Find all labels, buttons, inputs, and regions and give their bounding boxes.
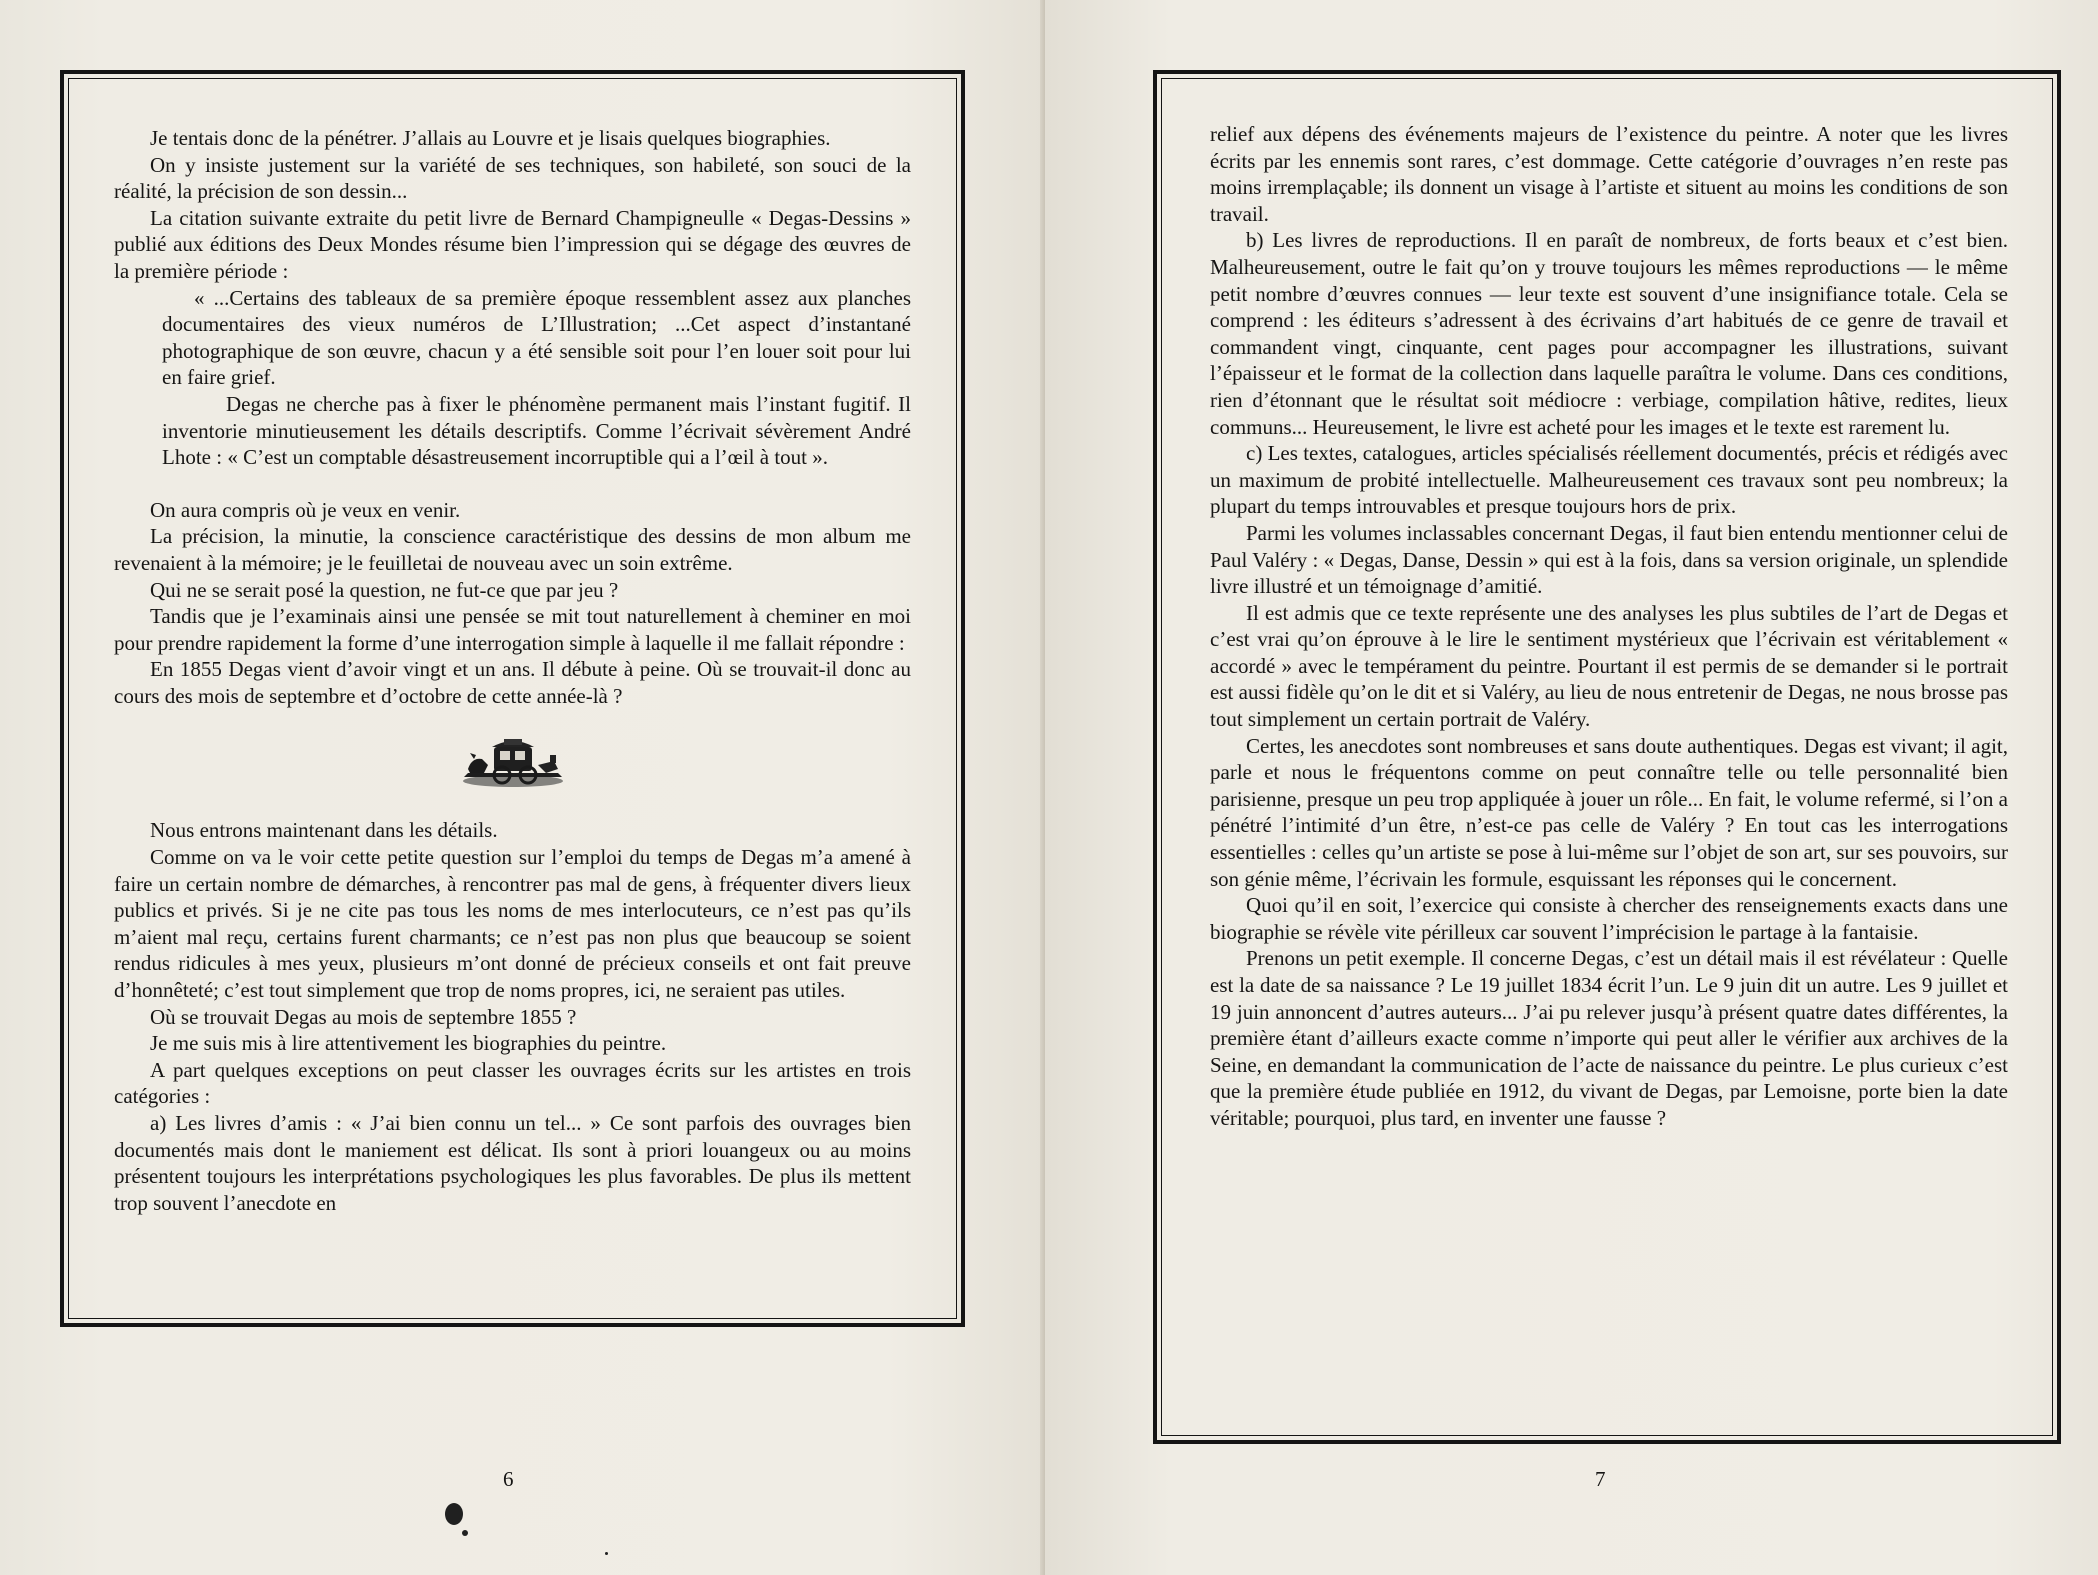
left-page-text: [114, 125, 911, 1216]
paragraph: Quoi qu’il en soit, l’exercice qui consiste à chercher des renseignements exacts dans une biographie se révèle vite périlleux car souvent l’imprécision le partage à la fantaisie.: [1210, 893, 2008, 944]
paragraph: Certes, les anecdotes sont nombreuses et sans doute authentiques. Degas est vivant; il agit, parle et nous le fréquentons comme on peut connaître telle ou telle personnalité bien parisienne, presque un peu trop appliquée à jouer un rôle... En fait, le volume refermé, si l’on a pénétré l’intimité d’un être, n’est-ce pas celle de Valéry ? En tout cas les interrogations essentielles : celles qu’un artiste se pose à lui-même sur l’objet de son art, sur ses pouvoirs, sur son génie même, l’écrivain les formule, esquissant les réponses qui le concernent.: [1210, 733, 2008, 891]
paragraph: Nous entrons maintenant dans les détails.: [150, 818, 498, 843]
right-page: [1045, 0, 2098, 1575]
page-number: 7: [1595, 1467, 1606, 1491]
quotation: « ...Certains des tableaux de sa première époque ressemblent assez aux planches documentaires des vieux numéros de L’Illustration; ...Cet aspect d’instantané photographique de son œuvre, chacun y a été sensible soit pour l’en louer soit pour lui en faire grief.: [162, 285, 911, 390]
paragraph: Il est admis que ce texte représente une des analyses les plus subtiles de l’art de Degas et c’est vrai qu’on éprouve à le lire le sentiment mystérieux que l’écrivain est véritablement « accordé » avec le tempérament du peintre. Pourtant il est permis de se demander si le portrait est aussi fidèle qu’on le dit et si Valéry, au lieu de nous entretenir de Degas, ne nous brosse pas tout simplement un certain portrait de Valéry.: [1210, 600, 2008, 732]
paragraph: Prenons un petit exemple. Il concerne Degas, c’est un détail mais il est révélateur : Quelle est la date de sa naissance ? Le 19 juillet 1834 écrit l’un. Le 9 juin dit un autre. Les 9 juillet et 19 juin annoncent d’autres auteurs... J’ai pu relever jusqu’à présent quatre dates différentes, la première étant d’ailleurs exacte comme n’importe qui peut aller le vérifier aux archives de la Seine, en demandant la communication de l’acte de naissance du peintre. Le plus curieux c’est que la première étude publiée en 1912, du vivant de Degas, par Lemoisne, porte bien la date véritable; pourquoi, plus tard, en inventer une fausse ?: [1210, 946, 2008, 1130]
right-page-inner-border: [1161, 78, 2053, 1436]
paragraph: Où se trouvait Degas au mois de septembre 1855 ?: [150, 1004, 577, 1029]
paragraph: c) Les textes, catalogues, articles spécialisés réellement documentés, précis et rédigés avec un maximum de probité intellectuelle. Malheureusement ces travaux sont peu nombreux; la plupart du temps introuvables et presque toujours hors de prix.: [1210, 441, 2008, 519]
page-number: 6: [503, 1467, 514, 1491]
paragraph: Je me suis mis à lire attentivement les biographies du peintre.: [150, 1031, 667, 1056]
quotation-continued: Degas ne cherche pas à fixer le phénomène permanent mais l’instant fugitif. Il inventorie minutieusement les détails descriptifs. Comme l’écrivait sévèrement André Lhote : « C’est un comptable désastreusement incorruptible qui a l’œil à tout ».: [162, 391, 911, 470]
paragraph: a) Les livres d’amis : « J’ai bien connu un tel... » Ce sont parfois des ouvrages bien documentés mais dont le maniement est délicat. Ils sont à priori louangeux ou au moins présentent toujours les interprétations psychologiques les plus favorables. De plus ils mettent trop souvent l’anecdote en: [114, 1111, 911, 1215]
paragraph: Tandis que je l’examinais ainsi une pensée se mit tout naturellement à cheminer en moi pour prendre rapidement la forme d’une interrogation simple à laquelle il me fallait répondre :: [114, 604, 911, 655]
paragraph: Comme on va le voir cette petite question sur l’emploi du temps de Degas m’a amené à faire un certain nombre de démarches, à rencontrer pas mal de gens, à fréquenter divers lieux publics et privés. Si je ne cite pas tous les noms de mes interlocuteurs, ce n’est pas qu’ils m’aient mal reçu, certains furent charmants; ce n’est pas non plus que beaucoup se soient rendus ridicules à mes yeux, plusieurs m’ont donné de précieux conseils et ont fait preuve d’honnêteté; c’est tout simplement que trop de noms propres, ici, ne seraient pas utiles.: [114, 845, 911, 1003]
ink-speck: [462, 1530, 468, 1536]
right-page-border: [1153, 70, 2061, 1444]
paragraph: On aura compris où je veux en venir.: [150, 497, 461, 522]
paragraph: La citation suivante extraite du petit livre de Bernard Champigneulle « Degas-Dessins » publié aux éditions des Deux Mondes résume bien l’impression qui se dégage des œuvres de la première période :: [114, 205, 911, 283]
right-page-text: [1210, 121, 2008, 1132]
ink-blot: [445, 1503, 463, 1525]
ink-speck: [605, 1552, 608, 1555]
paragraph: A part quelques exceptions on peut classer les ouvrages écrits sur les artistes en trois catégories :: [114, 1057, 911, 1109]
left-page-inner-border: [68, 78, 957, 1319]
paragraph: Parmi les volumes inclassables concernant Degas, il faut bien entendu mentionner celui de Paul Valéry : « Degas, Danse, Dessin » qui est à la fois, dans sa version originale, un splendide livre illustré et un témoignage d’amitié.: [1210, 520, 2008, 599]
paragraph: La précision, la minutie, la conscience caractéristique des dessins de mon album me revenaient à la mémoire; je le feuilletai de nouveau avec un soin extrême.: [114, 524, 911, 575]
left-page: [0, 0, 1045, 1575]
paragraph: relief aux dépens des événements majeurs de l’existence du peintre. A noter que les livres écrits par les ennemis sont rares, c’est dommage. Cette catégorie d’ouvrages n’en reste pas moins irremplaçable; ils donnent un visage à l’artiste et situent au moins les conditions de son travail.: [1210, 122, 2008, 226]
paragraph: En 1855 Degas vient d’avoir vingt et un ans. Il débute à peine. Où se trouvait-il donc au cours des mois de septembre et d’octobre de cette année-là ?: [114, 657, 911, 708]
paragraph: Qui ne se serait posé la question, ne fut-ce que par jeu ?: [150, 577, 619, 602]
paragraph: b) Les livres de reproductions. Il en paraît de nombreux, de forts beaux et c’est bien. Malheureusement, outre le fait qu’on y trouve toujours les mêmes reproductions — le même petit nombre d’œuvres connues — leur texte est souvent d’une insignifiance totale. Cela se comprend : les éditeurs s’adressent à des écrivains d’art habitués de ce genre de travail et commandent vingt, cinquante, cent pages pour accompagner les illustrations, suivant l’épaisseur et le format de la collection dans laquelle paraîtra le volume. Dans ces conditions, rien d’étonnant que le résultat soit médiocre : verbiage, compilation hâtive, redites, lieux communs... Heureusement, le livre est acheté pour les images et le texte est rarement lu.: [1210, 228, 2008, 439]
paragraph: Je tentais donc de la pénétrer. J’allais au Louvre et je lisais quelques biographies.: [150, 126, 831, 150]
left-page-border: [60, 70, 965, 1327]
carriage-vignette-icon: [454, 729, 572, 791]
paragraph: On y insiste justement sur la variété de ses techniques, son habileté, son souci de la réalité, la précision de son dessin...: [114, 152, 911, 204]
